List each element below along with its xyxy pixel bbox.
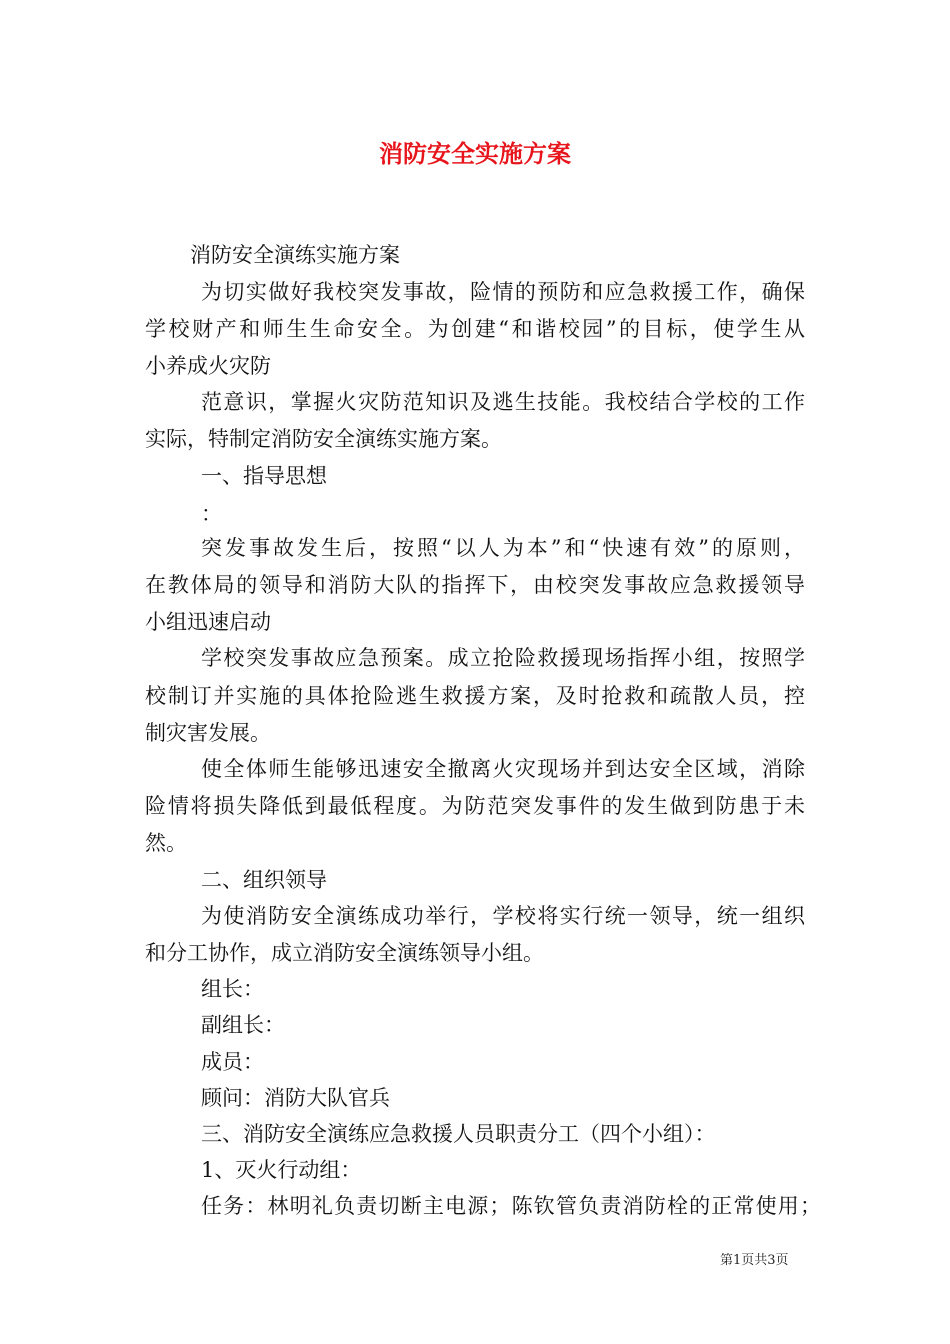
text-line: 和分工协作，成立消防安全演练领导小组。 <box>145 941 544 965</box>
subtitle-line: 消防安全演练实施方案 <box>190 243 400 267</box>
text-line: 为使消防安全演练成功举行，学校将实行统一领导，统一组织 <box>201 904 805 928</box>
text-line: 使全体师生能够迅速安全撤离火灾现场并到达安全区域，消除 <box>201 757 805 781</box>
text-line: 任务：林明礼负责切断主电源；陈钦管负责消防栓的正常使用； <box>201 1194 821 1218</box>
text-line: 成员： <box>201 1050 264 1074</box>
text-line: 为切实做好我校突发事故，险情的预防和应急救援工作，确保 <box>201 280 805 304</box>
text-line: 在教体局的领导和消防大队的指挥下，由校突发事故应急救援领导 <box>145 573 805 597</box>
section-heading: 一、指导思想 <box>201 464 327 488</box>
text-line: 副组长： <box>201 1013 285 1037</box>
text-line: 范意识，掌握火灾防范知识及逃生技能。我校结合学校的工作 <box>201 390 805 414</box>
text-line: 突发事故发生后，按照“以人为本”和“快速有效”的原则， <box>201 536 805 560</box>
text-line: 学校突发事故应急预案。成立抢险救援现场指挥小组，按照学 <box>201 646 805 670</box>
text-line: 顾问：消防大队官兵 <box>201 1086 390 1110</box>
text-line: 险情将损失降低到最低程度。为防范突发事件的发生做到防患于未 <box>145 794 805 818</box>
text-line: 制灾害发展。 <box>145 721 271 745</box>
document-title: 消防安全实施方案 <box>379 139 571 168</box>
section-heading: 二、组织领导 <box>201 868 327 892</box>
text-line: 学校财产和师生生命安全。为创建“和谐校园”的目标，使学生从 <box>145 317 805 341</box>
page-footer: 第1页共3页 <box>720 1253 789 1268</box>
text-line: 1、灭火行动组： <box>201 1158 362 1182</box>
text-line: ： <box>201 502 222 526</box>
text-line: 组长： <box>201 977 264 1001</box>
text-line: 实际，特制定消防安全演练实施方案。 <box>145 427 502 451</box>
text-line: 小组迅速启动 <box>145 610 271 634</box>
text-line: 校制订并实施的具体抢险逃生救援方案，及时抢救和疏散人员，控 <box>145 684 805 708</box>
section-heading: 三、消防安全演练应急救援人员职责分工（四个小组）： <box>201 1122 716 1146</box>
text-line: 然。 <box>145 831 187 855</box>
text-line: 小养成火灾防 <box>145 354 271 378</box>
